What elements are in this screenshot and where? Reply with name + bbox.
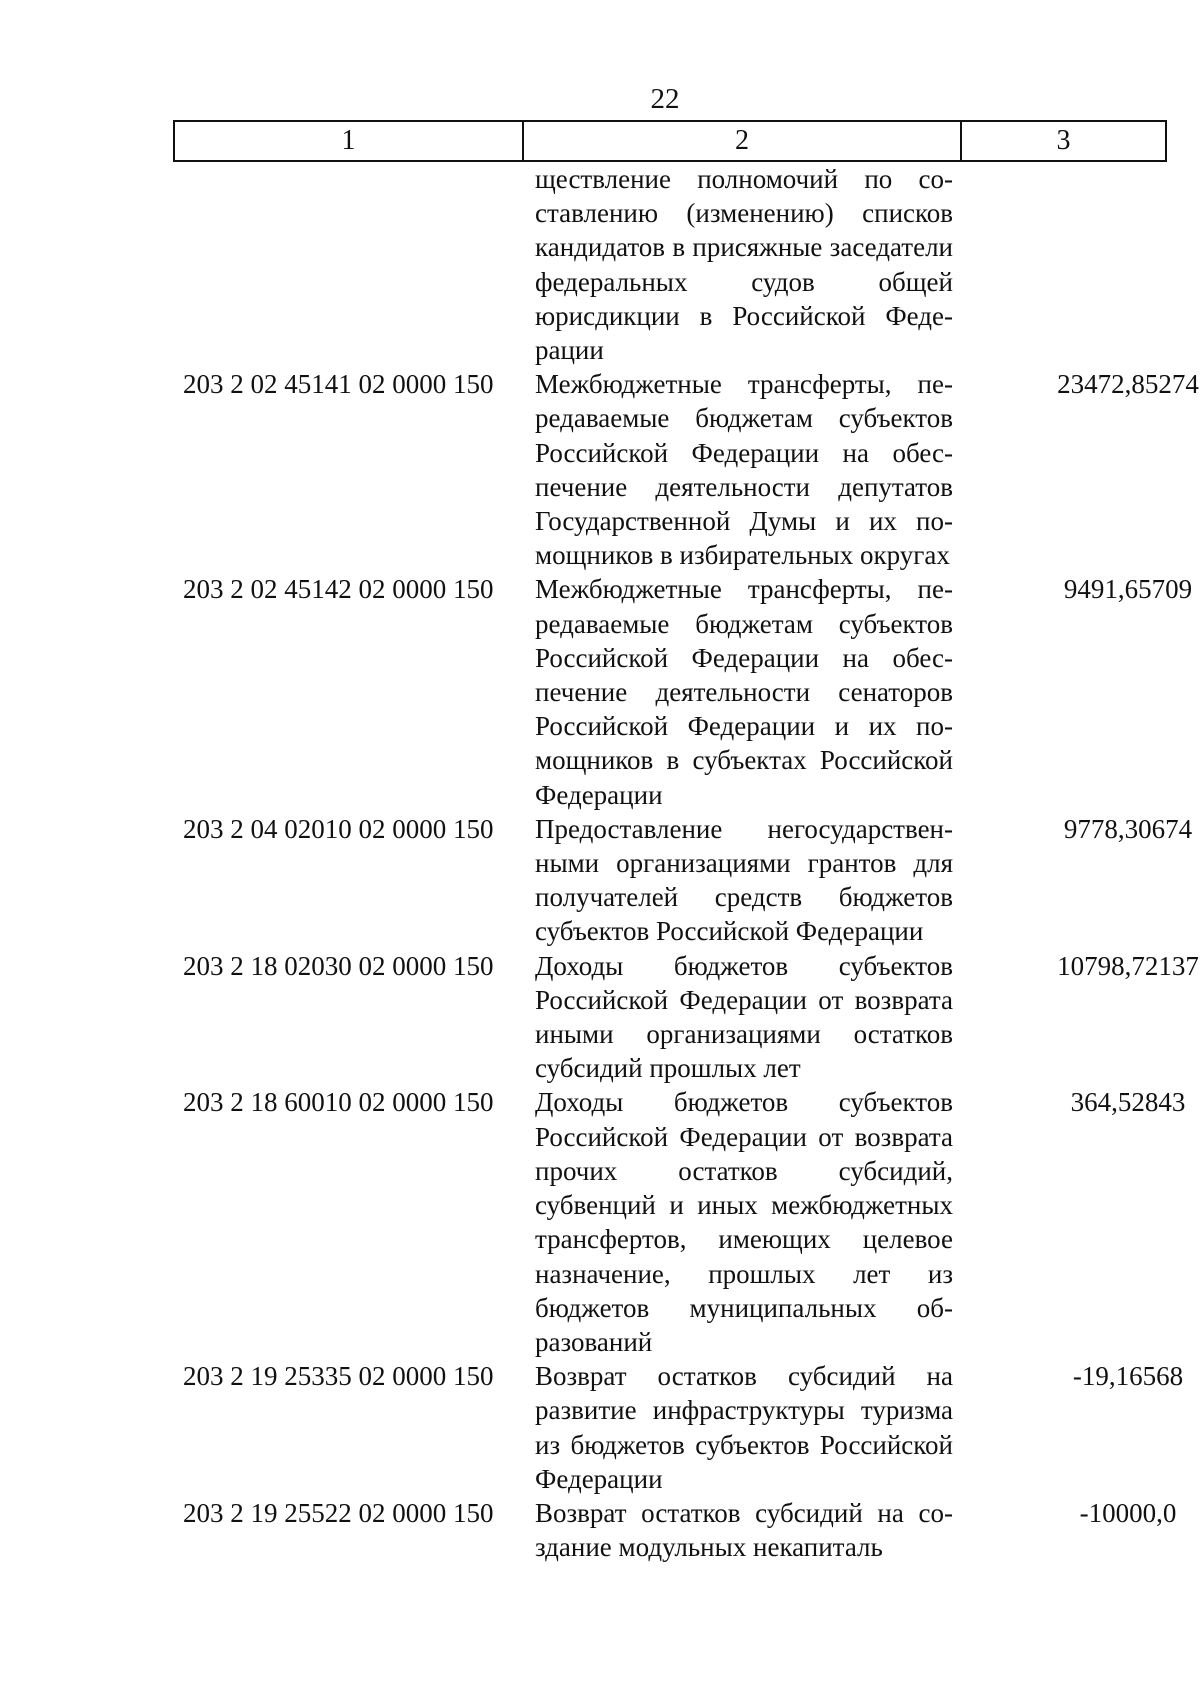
column-header-code: 1 [174, 121, 523, 161]
column-header-row [174, 121, 1166, 161]
row-description: Доходы бюджетов субъектов Российской Федерации от возврата прочих остатков субсидий, субвенций и иных межбюджетных трансфертов, имеющих целевое назначение, прошлых лет из бюджетов муниципальных образований [535, 1087, 953, 1357]
budget-rows [173, 162, 1199, 1564]
column-header-description: 2 [523, 121, 961, 161]
row-code: 203 2 02 45142 02 0000 150 [183, 574, 494, 605]
column-header-amount: 3 [961, 121, 1166, 161]
row-code: 203 2 19 25335 02 0000 150 [183, 1361, 494, 1392]
row-code: 203 2 02 45141 02 0000 150 [183, 369, 494, 400]
table-row [173, 1496, 1177, 1564]
row-code: 203 2 04 02010 02 0000 150 [183, 813, 494, 844]
row-code: 203 2 18 60010 02 0000 150 [183, 1087, 494, 1118]
row-description: ществление полномочий по составлению (изменению) списков кандидатов в присяжные заседатели федеральных судов общей юрисдикции в Российской Федерации [535, 164, 953, 366]
row-description: Межбюджетные трансферты, передаваемые бюджетам субъектов Российской Федерации на обеспечение деятельности депутатов Государственной Думы и их помощников в избирательных округах [535, 369, 953, 571]
row-amount: 23472,85274 [1057, 369, 1199, 400]
table-row [173, 367, 1199, 572]
row-code: 203 2 18 02030 02 0000 150 [183, 950, 494, 981]
row-amount: 10798,72137 [1057, 950, 1199, 981]
row-description: Предоставление негосударственными организациями грантов для получателей средств бюджетов субъектов Российской Федерации [535, 813, 953, 947]
row-amount: -10000,0 [1079, 1497, 1177, 1528]
column-header-table [173, 120, 1167, 162]
table-row [173, 949, 1199, 1086]
table-row [173, 162, 953, 367]
table-row [173, 812, 1193, 949]
row-description: Межбюджетные трансферты, передаваемые бюджетам субъектов Российской Федерации на обеспечение деятельности сенаторов Российской Федерации и их помощников в субъектах Российской Федерации [535, 574, 953, 810]
page-number: 22 [650, 83, 680, 115]
table-row [173, 1359, 1184, 1496]
row-description: Доходы бюджетов субъектов Российской Федерации от возврата иными организациями остатков субсидий прошлых лет [535, 950, 953, 1084]
table-row [173, 1085, 1186, 1359]
row-amount: 9778,30674 [1063, 813, 1193, 844]
row-amount: 364,52843 [1070, 1087, 1186, 1118]
row-code: 203 2 19 25522 02 0000 150 [183, 1497, 494, 1528]
row-amount: -19,16568 [1072, 1361, 1184, 1392]
row-amount: 9491,65709 [1063, 574, 1193, 605]
table-row [173, 572, 1193, 811]
row-description: Возврат остатков субсидий на создание модульных некапиталь [535, 1497, 953, 1563]
row-description: Возврат остатков субсидий на развитие инфраструктуры туризма из бюджетов субъектов Российской Федерации [535, 1361, 953, 1494]
